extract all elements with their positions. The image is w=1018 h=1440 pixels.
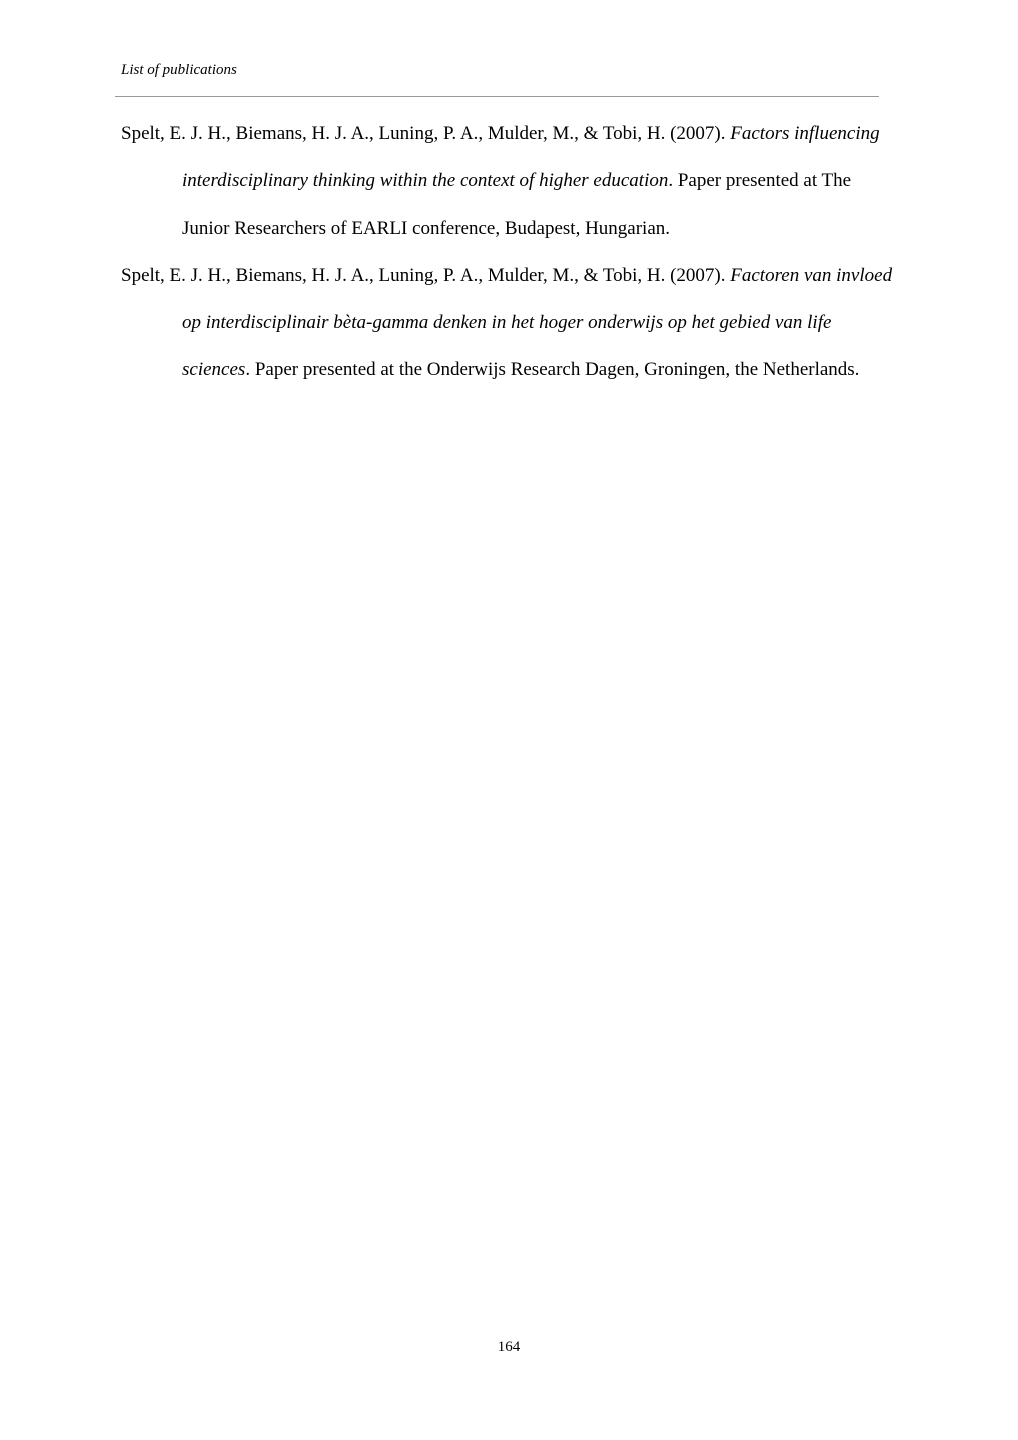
publication-title: Factors influencing interdisciplinary thinking within the context of higher education <box>182 123 880 192</box>
publication-details: . Paper presented at the Onderwijs Research Dagen, Groningen, the Netherlands. <box>245 359 860 381</box>
publication-entry <box>121 110 901 252</box>
publication-entry <box>121 252 901 394</box>
running-header: List of publications <box>121 62 237 78</box>
page-number: 164 <box>497 1339 521 1355</box>
publication-details: . Paper presented at The Junior Researchers of EARLI conference, Budapest, Hungarian. <box>182 170 852 239</box>
publication-list <box>121 110 901 394</box>
publication-authors: Spelt, E. J. H., Biemans, H. J. A., Luning, P. A., Mulder, M., & Tobi, H. (2007). <box>121 123 726 144</box>
publication-title: Factoren van invloed op interdisciplinair bèta-gamma denken in het hoger onderwijs op het gebied van life sciences <box>182 264 893 381</box>
header-divider <box>115 96 879 97</box>
publication-authors: Spelt, E. J. H., Biemans, H. J. A., Luning, P. A., Mulder, M., & Tobi, H. (2007). <box>121 264 726 286</box>
